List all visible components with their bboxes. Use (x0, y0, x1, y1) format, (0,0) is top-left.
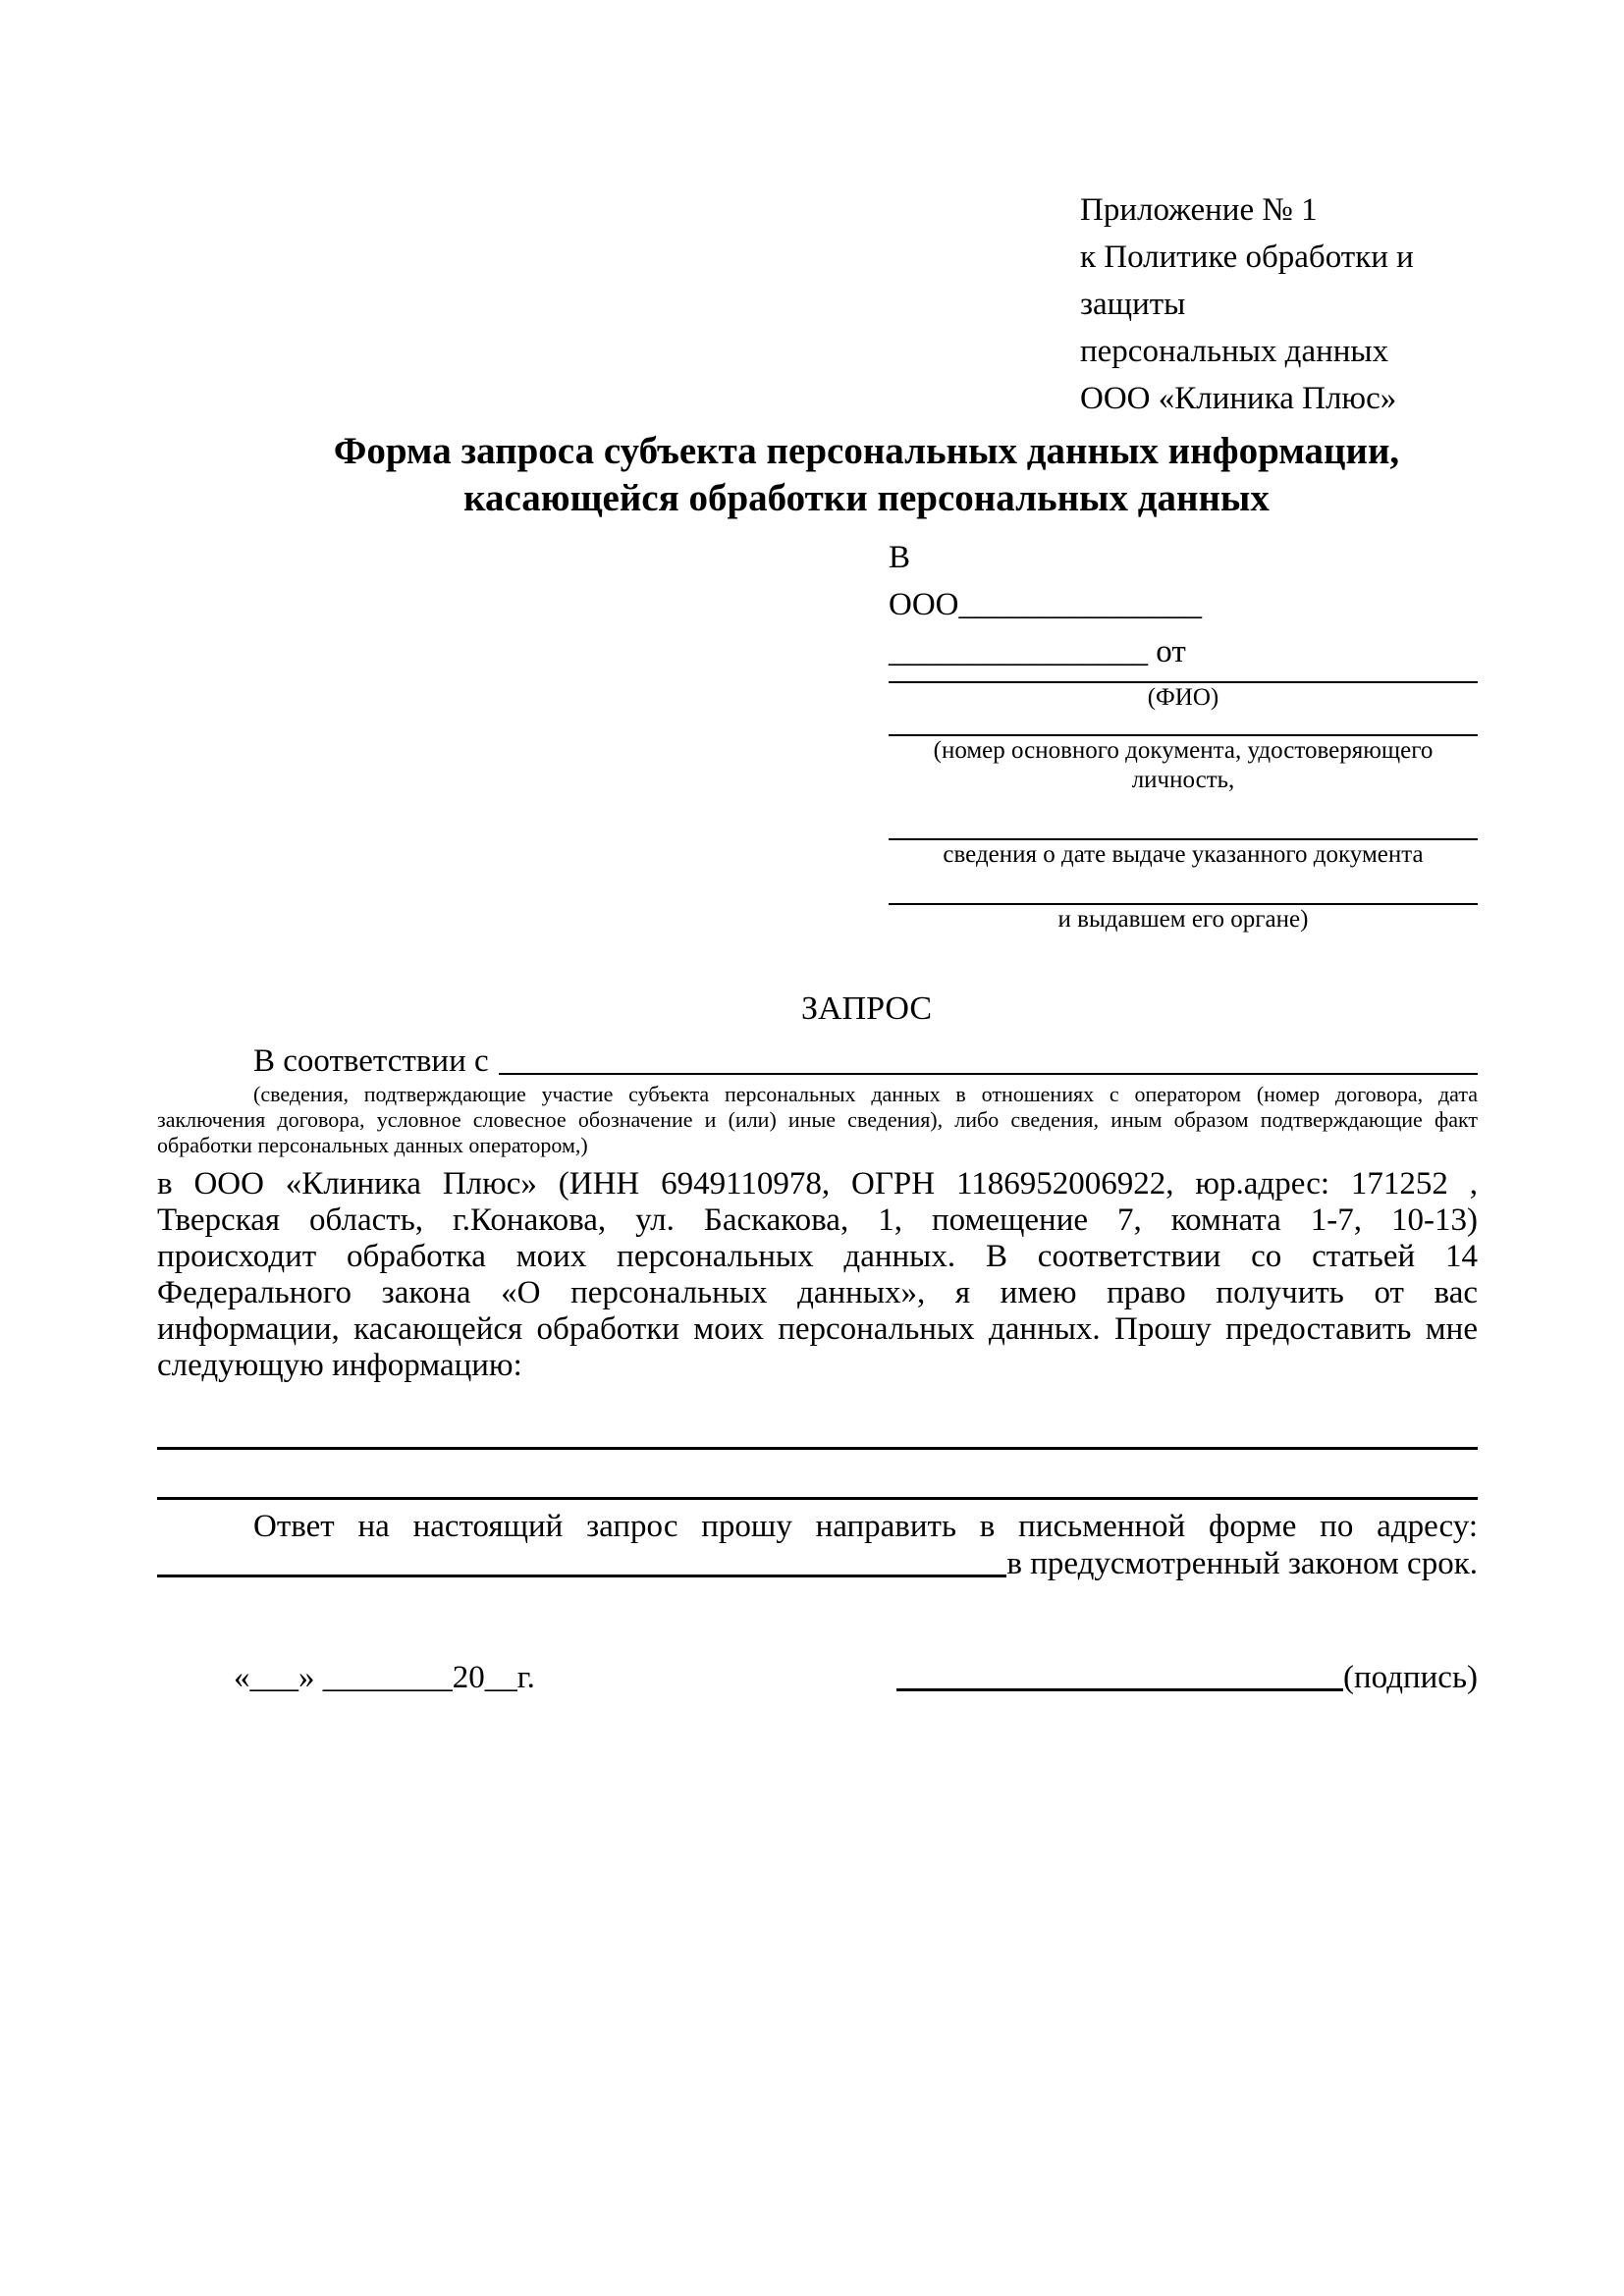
info-blank-line-2 (157, 1497, 1478, 1500)
accordance-blank-line (499, 1073, 1478, 1075)
signature-blank-line (896, 1688, 1343, 1691)
appendix-header-line: к Политике обработки и защиты (1080, 240, 1414, 322)
body-line: в ООО «Клиника Плюс» (ИНН 6949110978, ОГРН 1186952006922, юр.адрес: 171252 , (157, 1166, 1478, 1201)
addressee-org-blank: ООО_______________ (889, 587, 1202, 622)
appendix-header-line: Приложение № 1 (1080, 192, 1318, 228)
reply-line2 (157, 1545, 1478, 1582)
addressee-from-blank: ________________ (889, 634, 1148, 669)
note-line: обработки персональных данных оператором,) (157, 1133, 588, 1157)
addressee-from-row (889, 628, 1478, 675)
reply-suffix: в предусмотренный законом срок. (1006, 1546, 1478, 1581)
document-title-line1: Форма запроса субъекта персональных данных информации, (333, 430, 1400, 472)
date-blank: «___» ________20__г. (234, 1660, 535, 1695)
reply-line1: Ответ на настоящий запрос прошу направить в письменной форме по адресу: (253, 1509, 1478, 1544)
appendix-header-line: ООО «Клиника Плюс» (1080, 381, 1397, 416)
address-blank-line (157, 1575, 1006, 1577)
body-line: информации, касающейся обработки моих персональных данных. Прошу предоставить мне (157, 1311, 1478, 1347)
signature-caption: (подпись) (1343, 1660, 1478, 1695)
fio-caption: (ФИО) (1147, 684, 1219, 711)
note-block (157, 1082, 1478, 1158)
signature-group (896, 1659, 1478, 1696)
issuer-caption: и выдавшем его органе) (1057, 906, 1309, 933)
info-blank-line-1 (157, 1447, 1478, 1450)
appendix-header (1080, 187, 1478, 422)
note-line: заключения договора, условное словесное обозначение и (или) иные сведения), либо сведения, иным образом подтверждающие факт (157, 1107, 1478, 1132)
document-title-line2: касающейся обработки персональных данных (463, 477, 1270, 519)
addressee-from-label: от (1156, 634, 1186, 669)
accordance-label: В соответствии с (253, 1043, 489, 1079)
body-line: Тверская область, г.Конакова, ул. Баскакова, 1, помещение 7, комната 1-7, 10-13) (157, 1202, 1478, 1238)
request-body (157, 1166, 1478, 1384)
doc-number-caption: (номер основного документа, удостоверяющего личность, (933, 737, 1434, 793)
body-line: происходит обработка моих персональных данных. В соответствии со статьей 14 (157, 1239, 1478, 1274)
addressee-to: В (889, 540, 911, 575)
body-line: Федерального закона «О персональных данных», я имею право получить от вас (157, 1275, 1478, 1310)
footer-row (157, 1659, 1478, 1696)
appendix-header-line: персональных данных (1080, 334, 1389, 369)
issue-date-caption: сведения о дате выдаче указанного документа (943, 841, 1424, 868)
accordance-row (157, 1042, 1478, 1080)
body-line: следующую информацию: (157, 1348, 522, 1383)
document-title (157, 428, 1478, 522)
request-heading: ЗАПРОС (800, 990, 933, 1027)
note-line: (сведения, подтверждающие участие субъекта персональных данных в отношениях с оператором (номер договора, дата (253, 1082, 1478, 1106)
addressee-block (889, 534, 1478, 934)
